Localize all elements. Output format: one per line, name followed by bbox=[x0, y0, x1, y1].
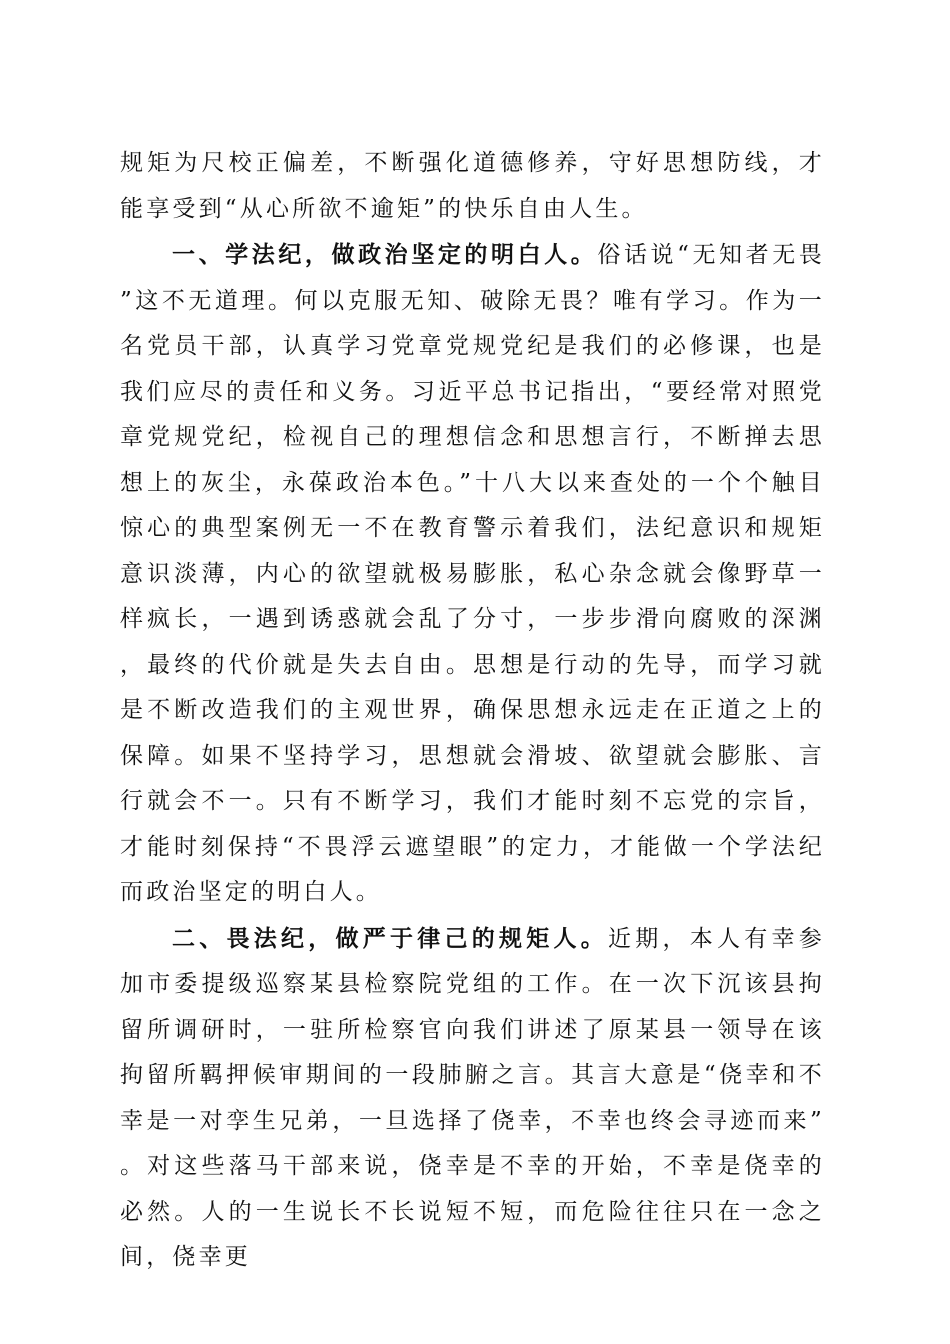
paragraph-text: 规矩为尺校正偏差，不断强化道德修养，守好思想防线，才能享受到“从心所欲不逾矩”的快乐自由人生。 bbox=[120, 150, 825, 222]
paragraph-continuation bbox=[120, 141, 825, 232]
section-heading: 一、学法纪，做政治坚定的明白人。 bbox=[172, 241, 598, 268]
paragraph-text: 近期，本人有幸参加市委提级巡察某县检察院党组的工作。在一次下沉该县拘留所调研时，一驻所检察官向我们讲述了原某县一领导在该拘留所羁押候审期间的一段肺腑之言。其言大意是“侥幸和不幸是一对孪生兄弟，一旦选择了侥幸，不幸也终会寻迹而来”。对这些落马干部来说，侥幸是不幸的开始，不幸是侥幸的必然。人的一生说长不长说短不短，而危险往往只在一念之间，侥幸更 bbox=[120, 925, 825, 1270]
paragraph-text: 俗话说“无知者无畏”这不无道理。何以克服无知、破除无畏？唯有学习。作为一名党员干部，认真学习党章党规党纪是我们的必修课，也是我们应尽的责任和义务。习近平总书记指出，“要经常对照党章党规党纪，检视自己的理想信念和思想言行，不断掸去思想上的灰尘，永葆政治本色。”十八大以来查处的一个个触目惊心的典型案例无一不在教育警示着我们，法纪意识和规矩意识淡薄，内心的欲望就极易膨胀，私心杂念就会像野草一样疯长，一遇到诱惑就会乱了分寸，一步步滑向腐败的深渊，最终的代价就是失去自由。思想是行动的先导，而学习就是不断改造我们的主观世界，确保思想永远走在正道之上的保障。如果不坚持学习，思想就会滑坡、欲望就会膨胀、言行就会不一。只有不断学习，我们才能时刻不忘党的宗旨，才能时刻保持“不畏浮云遮望眼”的定力，才能做一个学法纪而政治坚定的明白人。 bbox=[120, 242, 825, 905]
section-heading: 二、畏法纪，做严于律己的规矩人。 bbox=[172, 924, 609, 952]
document-body bbox=[120, 141, 825, 1281]
paragraph-section-two bbox=[120, 916, 825, 1281]
paragraph-section-one bbox=[120, 232, 825, 916]
